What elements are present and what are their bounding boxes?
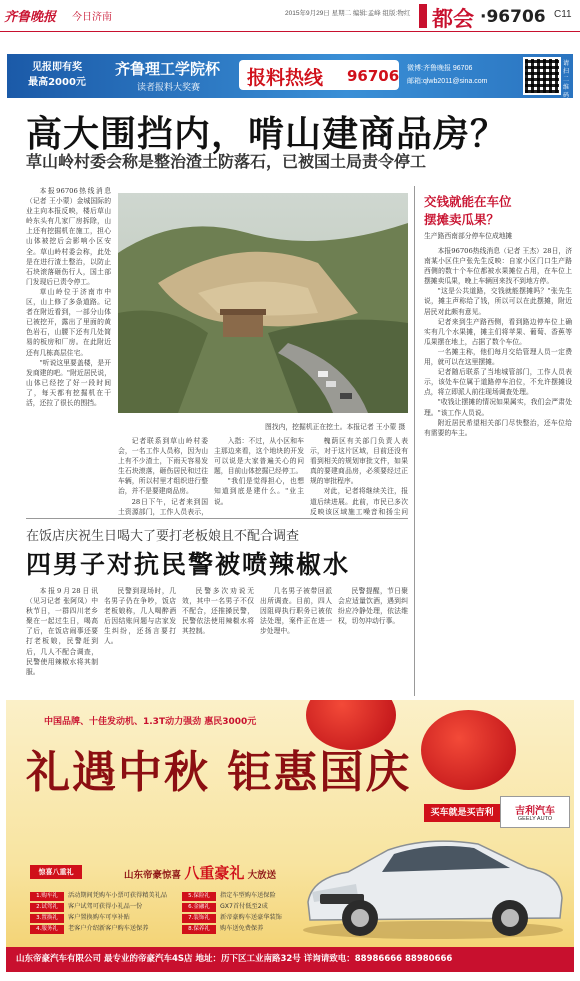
- hotline-number: 96706: [347, 67, 400, 85]
- ad-footer: 山东帝豪汽车有限公司 最专业的帝豪汽车4S店 地址：历下区工业南路32号 详询请致电：88986666 88980666: [6, 947, 574, 972]
- gift-description: 客户置换购车可享补贴: [68, 914, 130, 921]
- hotline-label: 报料热线: [247, 67, 324, 89]
- second-story-column-1: [26, 586, 98, 694]
- photo-caption: 图找内，挖掘机正在挖土。本报记者 王小蒙 摄: [265, 423, 406, 431]
- paragraph: 一名摊主称，他们每月交给管理人员一定费用，就可以在这里摆摊。: [424, 347, 572, 367]
- paragraph: 民警多次劝说无效，其中一名男子不仅不配合，还推搡民警，民警依法使用辣椒水将其控制。: [182, 587, 254, 636]
- paragraph: 民警到现场时，几名男子仍在争吵，饭店老板娘称，几人喝醉酒后因结账问题与店家发生纠纷，还扬言要打人。: [104, 587, 176, 646]
- paragraph: 本报96706热线消息（记者 王杰）28日，济南某小区住户张先生反映：自家小区门口生产路西侧的数十个车位都被水果摊位占用，在车位上摆摊卖瓜果，晚上车辆回来找不到地方停。: [424, 247, 572, 286]
- paragraph: 对此，记者将继续关注，报道后续进展。此前，市民已多次反映该区域施工噪音和扬尘问: [310, 487, 408, 516]
- masthead: [0, 0, 580, 32]
- section-title: 都会: [432, 7, 474, 31]
- gift-description: 购车送免费保养: [220, 925, 264, 932]
- geely-logo-text: 吉利汽车: [515, 806, 555, 817]
- paragraph: 入指：不过，从小区和车主那边来看，这个地块的开发可以说是大家普遍关心的问题，目前山体挖掘已经停工。: [214, 437, 304, 476]
- edition-label: 今日济南: [72, 12, 112, 23]
- qr-label: 请扫二维码: [563, 60, 570, 99]
- second-story-column-3: [182, 586, 254, 694]
- gift-list-left: [30, 890, 167, 934]
- second-story-headline: 四男子对抗民警被喷辣椒水: [26, 550, 351, 579]
- ad-slogan: 礼遇中秋 钜惠国庆: [26, 747, 412, 798]
- paragraph: 记者随后联系了当地城管部门，工作人员表示，该处车位属于道路停车泊位，不允许摆摊设点，将立即派人前往现场调查处理。: [424, 368, 572, 397]
- gift-list-item: [182, 901, 282, 912]
- gift-description: 活动期间凭购车小票可获得精美礼品: [68, 892, 167, 899]
- gift-description: 新帝豪购车送豪华装饰: [220, 914, 282, 921]
- gift-number-badge: 2.试驾礼: [30, 903, 64, 912]
- qr-code-icon: [523, 57, 561, 95]
- sidebar-headline: [424, 193, 512, 229]
- section-hotline: ·96706: [480, 7, 546, 27]
- main-headline: 高大围挡内，啃山建商品房？: [26, 114, 508, 155]
- gift-description: 客户试驾可获得小礼品一份: [68, 903, 143, 910]
- banner-prize: [13, 60, 101, 90]
- page-number: C11: [554, 9, 572, 20]
- gift-tag: 惊喜八重礼: [30, 865, 82, 879]
- main-story-column-4: [310, 436, 408, 516]
- gift-number-badge: 6.金融礼: [182, 903, 216, 912]
- sidebar-headline-line-2: 摆摊卖瓜果？: [424, 212, 500, 227]
- paragraph: 槐荫区有关部门负责人表示，对于这片区域，目前还没有看到相关的规划审批文件，如果真的要建商品房，必须要经过正规的审批程序。: [310, 437, 408, 486]
- section-marker: [419, 4, 427, 28]
- paragraph: 民警提醒，节日聚会应适量饮酒，遇到纠纷应冷静处理，依法维权，切勿冲动行事。: [338, 587, 408, 626]
- car-advertisement: [6, 700, 574, 972]
- contest-title: 齐鲁理工学院杯: [115, 60, 221, 78]
- column-divider: [414, 186, 415, 696]
- second-story-column-4: [260, 586, 332, 694]
- gift-number-badge: 5.保险礼: [182, 892, 216, 901]
- car-icon: [298, 822, 568, 942]
- gift-list-item: [182, 912, 282, 923]
- paragraph: "听说这里要盖楼，是开发商建的吧。"附近居民说，山体已经挖了好一段时间了，每天都有挖掘机在干活，还拉了很长的围挡。: [26, 358, 111, 407]
- gift-number-badge: 1.购车礼: [30, 892, 64, 901]
- second-story-kicker: 在饭店庆祝生日喝大了要打老板娘且不配合调查: [26, 529, 300, 544]
- gift-list-item: [182, 890, 282, 901]
- paragraph: 28日下午，记者来到国土资源部门，工作人员表示，: [118, 497, 208, 516]
- paragraph: 附近居民希望相关部门尽快整治，还车位给有需要的车主。: [424, 418, 572, 437]
- prize-line-2: 最高2000元: [28, 77, 86, 88]
- gift-number-badge: 4.服务礼: [30, 925, 64, 934]
- gift-description: 老客户介绍新客户购车送保养: [68, 925, 149, 932]
- prize-line-1: 见报即有奖: [32, 62, 82, 73]
- weibo-line: 微博:齐鲁晚报 96706: [407, 65, 473, 72]
- issue-meta: 2015年9月29日 星期二 编辑:孟峰 组版:物红: [285, 10, 411, 17]
- promo-suffix: 大放送: [247, 870, 277, 881]
- promo-highlight: 八重豪礼: [184, 864, 245, 882]
- gift-list-item: [30, 901, 167, 912]
- gift-list-item: [30, 890, 167, 901]
- paragraph: "这是公共道路，交钱就能摆摊吗？"张先生说，摊主声称给了钱，所以可以在此摆摊，附近居民对此颇有意见。: [424, 287, 572, 316]
- sidebar-story-body: [424, 246, 572, 691]
- newspaper-logo: 齐鲁晚报: [4, 10, 57, 25]
- paragraph: 本报9月28日讯（见习记者 张阿凤）中秋节日，一群四川老乡聚在一起过生日，喝高了后，在饭店闹事还要打老板娘，民警赶到后，几人不配合调查，民警使用辣椒水将其制服。: [26, 587, 98, 676]
- lantern-icon: [421, 710, 516, 790]
- contest-subtitle: 读者报料大奖赛: [137, 83, 201, 93]
- paragraph: "我们是觉得担心，也想知道到底是建什么。"业主说。: [214, 477, 304, 506]
- story-photo: [118, 193, 408, 413]
- gift-number-badge: 3.置换礼: [30, 914, 64, 923]
- gift-list-item: [30, 923, 167, 934]
- quarry-photo-illustration: [118, 193, 408, 413]
- gift-description: GX7首付低至2成: [220, 903, 268, 910]
- hotline-banner: [7, 54, 573, 98]
- banner-contact: [407, 62, 488, 88]
- gift-number-badge: 8.保养礼: [182, 925, 216, 934]
- gift-list-right: [182, 890, 282, 934]
- gift-list-item: [182, 923, 282, 934]
- sidebar-headline-line-1: 交钱就能在车位: [424, 194, 512, 209]
- paragraph: 记者来到生产路西侧，看到路边停车位上确实有几个水果摊，摊主们将苹果、葡萄、香蕉等瓜果摆在地上，占据了数个车位。: [424, 317, 572, 346]
- ad-promo: [124, 862, 276, 883]
- gift-description: 指定车型购车送保险: [220, 892, 276, 899]
- promo-prefix: 山东帝豪惊喜: [124, 870, 182, 881]
- email-line: 邮箱:qlwb2011@sina.com: [407, 78, 488, 85]
- paragraph: 几名男子被带回派出所调查。目前，四人因阻碍执行职务已被依法处理，案件正在进一步处理中。: [260, 587, 332, 636]
- main-subhead: 草山岭村委会称是整治渣土防落石，已被国土局责令停工: [26, 152, 427, 171]
- gift-list-item: [30, 912, 167, 923]
- paragraph: 草山岭位于济南市中区，山上修了多条道路。记者在附近看到，一部分山体已被挖开，露出了里面的黄色岩石，山腰下还有几处简易的板房和厂房。在此附近还有几栋高层住宅。: [26, 287, 111, 357]
- main-story-column-3: [214, 436, 304, 516]
- story-divider: [26, 518, 408, 519]
- second-story-column-2: [104, 586, 176, 694]
- ad-tagline: 中国品牌、十佳发动机、1.3T动力强劲 惠民3000元: [44, 717, 257, 727]
- paragraph: 记者联系到草山岭村委会，一名工作人员称，因为山上有不少渣土，下雨天容易发生石块滚落，砸伤居民和过往车辆，所以村里才组织进行整治，并不是要建商品房。: [118, 437, 208, 496]
- paragraph: "收钱让摆摊的情况如果属实，我们会严肃处理。"该工作人员说。: [424, 398, 572, 417]
- ad-brand-tag: 买车就是买吉利: [424, 804, 500, 822]
- hotline-box: [239, 60, 399, 90]
- main-story-column-2: [118, 436, 208, 516]
- paragraph: 本报96706热线消息（记者 王小蒙）金城国际的业主向本报反映，楼后草山岭东头有几家厂房拆除，山上还有挖掘机在施工，担心山体被挖后会影响小区安全。草山岭村委会称，此处是在进行渣土整治，以防止石块滚落砸伤行人，国土部门发现后已责令停工。: [26, 187, 111, 286]
- geely-logo-sub: GEELY AUTO: [517, 816, 553, 822]
- sidebar-subhead: 生产路西南部分停车位成地摊: [424, 232, 513, 240]
- gift-number-badge: 7.装饰礼: [182, 914, 216, 923]
- second-story-column-5: [338, 586, 408, 694]
- main-story-column-1: [26, 186, 111, 516]
